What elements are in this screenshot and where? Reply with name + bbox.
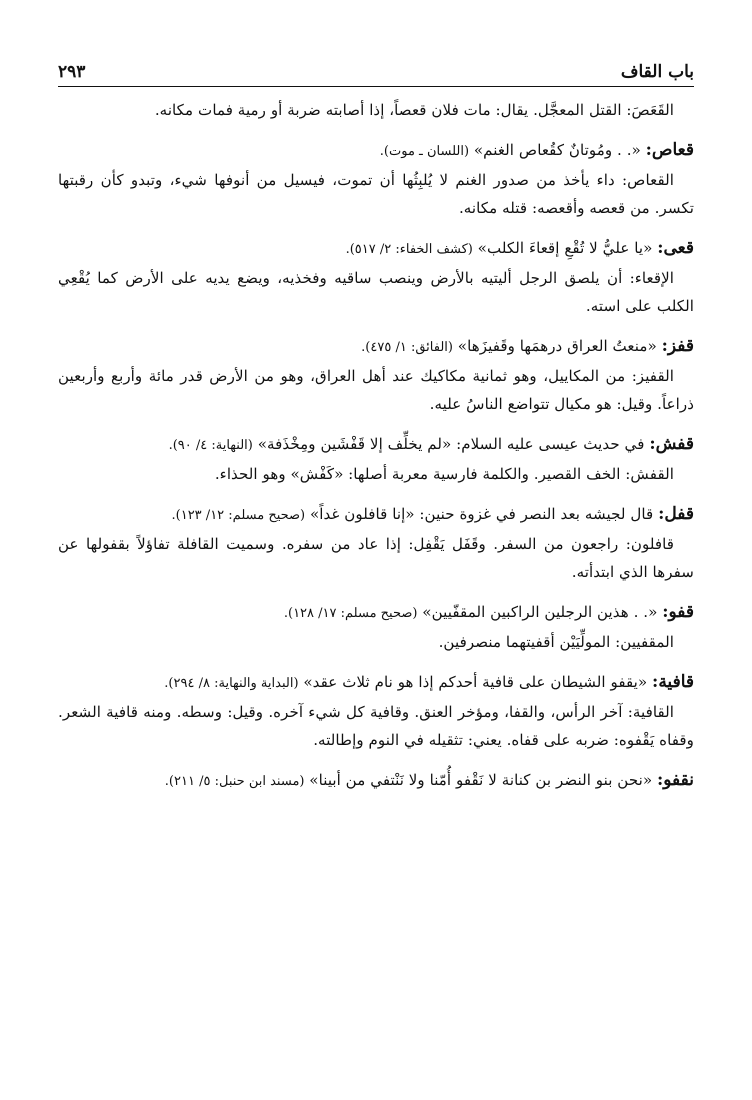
entry-explanation: القافية: آخر الرأس، والقفا، ومؤخر العنق. وقافية كل شيء آخره. وقيل: وسطه. ومنه قافية الشعر. وقفاه يَقْفوه: ضربه على قفاه. يعني: تثقيله في النوم وإطالته. [58,703,694,749]
entry-source: (كشف الخفاء: ٢/ ٥١٧). [345,242,473,257]
entry-headline [58,234,694,264]
entry-explanation: المقفيين: المولِّيَيْن أقفيتهما منصرفين. [438,633,674,651]
entry-quote: قال لجيشه بعد النصر في غزوة حنين: «إنا قافلون غداً» [305,505,659,523]
entry-explanation: القفش: الخف القصير. والكلمة فارسية معربة أصلها: «كَفْش» وهو الحذاء. [214,465,674,483]
entry-explanation: الإقعاء: أن يلصق الرجل أليتيه بالأرض وينصب ساقيه وفخذيه، ويضع يديه على الأرض كما يُقْعِي الكلب على استه. [58,269,694,315]
entry-quote: «منعتُ العراق درهمَها وقَفيزَها» [452,337,662,355]
dictionary-entry [58,96,694,124]
entry-source: (مسند ابن حنبل: ٥/ ٢١١). [164,774,305,789]
entry-headword: قعاص: [645,140,694,160]
dictionary-entry [58,500,694,586]
entry-source: (النهاية: ٤/ ٩٠). [168,438,253,453]
entry-quote: في حديث عيسى عليه السلام: «لم يخلِّف إلا قَفْشَين ومِخْذَفة» [252,435,650,453]
entry-source: (اللسان ـ موت). [379,144,470,159]
entry-explanation: القَعَصَ: القتل المعجَّل. يقال: مات فلان قعصاً، إذا أصابته ضربة أو رمية فمات مكانه. [154,101,674,119]
entry-quote: «نحن بنو النضر بن كنانة لا نَقْفو أُمّنا ولا نَنْتفي من أبينا» [304,771,657,789]
dictionary-entry [58,136,694,222]
entry-source: (الفائق: ١/ ٤٧٥). [361,340,453,355]
page-number: ٢٩٣ [58,62,86,82]
entry-source: (صحيح مسلم: ١٧/ ١٢٨). [283,606,418,621]
entry-source: (صحيح مسلم: ١٢/ ١٢٣). [171,508,306,523]
dictionary-entry [58,598,694,656]
entry-headline [58,500,694,530]
entry-headword: قفل: [658,504,694,524]
entry-headword: قعى: [657,238,694,258]
dictionary-entry [58,668,694,754]
entry-quote: «. . ومُوتانٌ كقُعاص الغنم» [469,141,646,159]
entry-headword: قافية: [652,672,694,692]
entry-headline [58,332,694,362]
entry-explanation: قافلون: راجعون من السفر. وقَفَل يَقْفِل: إذا عاد من سفره. وسميت القافلة تفاؤلاً بقفولها عن سفرها الذي ابتدأته. [58,535,694,581]
dictionary-entry [58,430,694,488]
entry-explanation: القفيز: من المكاييل، وهو ثمانية مكاكيك عند أهل العراق، وهو من الأرض قدر مائة وأربع وأربعين ذراعاً. وقيل: هو مكيال تتواضع الناسُ عليه. [58,367,694,413]
entries-body [58,96,694,808]
entry-headword: نقفو: [657,770,694,790]
dictionary-entry [58,766,694,796]
entry-headline [58,668,694,698]
entry-quote: «. . هذين الرجلين الراكبين المقفّيين» [417,603,663,621]
entry-headline [58,598,694,628]
entry-headword: قفش: [649,434,694,454]
running-header [58,56,694,87]
entry-headword: قفز: [661,336,694,356]
entry-source: (البداية والنهاية: ٨/ ٢٩٤). [164,676,299,691]
entry-headline [58,136,694,166]
entry-explanation: القعاص: داء يأخذ من صدور الغنم لا يُلبِثُها أن تموت، فيسيل من أنوفها شيء، وتبدو كأن رقبتها تكسر. من قعصه وأقعصه: قتله مكانه. [58,171,694,217]
entry-headword: قفو: [662,602,694,622]
chapter-title: باب القاف [620,62,694,82]
entry-quote: «يا عليُّ لا تُقْعِ إقعاءَ الكلب» [472,239,658,257]
entry-quote: «يقفو الشيطان على قافية أحدكم إذا هو نام ثلاث عقد» [298,673,653,691]
dictionary-entry [58,332,694,418]
dictionary-entry [58,234,694,320]
entry-headline [58,430,694,460]
entry-headline [58,766,694,796]
